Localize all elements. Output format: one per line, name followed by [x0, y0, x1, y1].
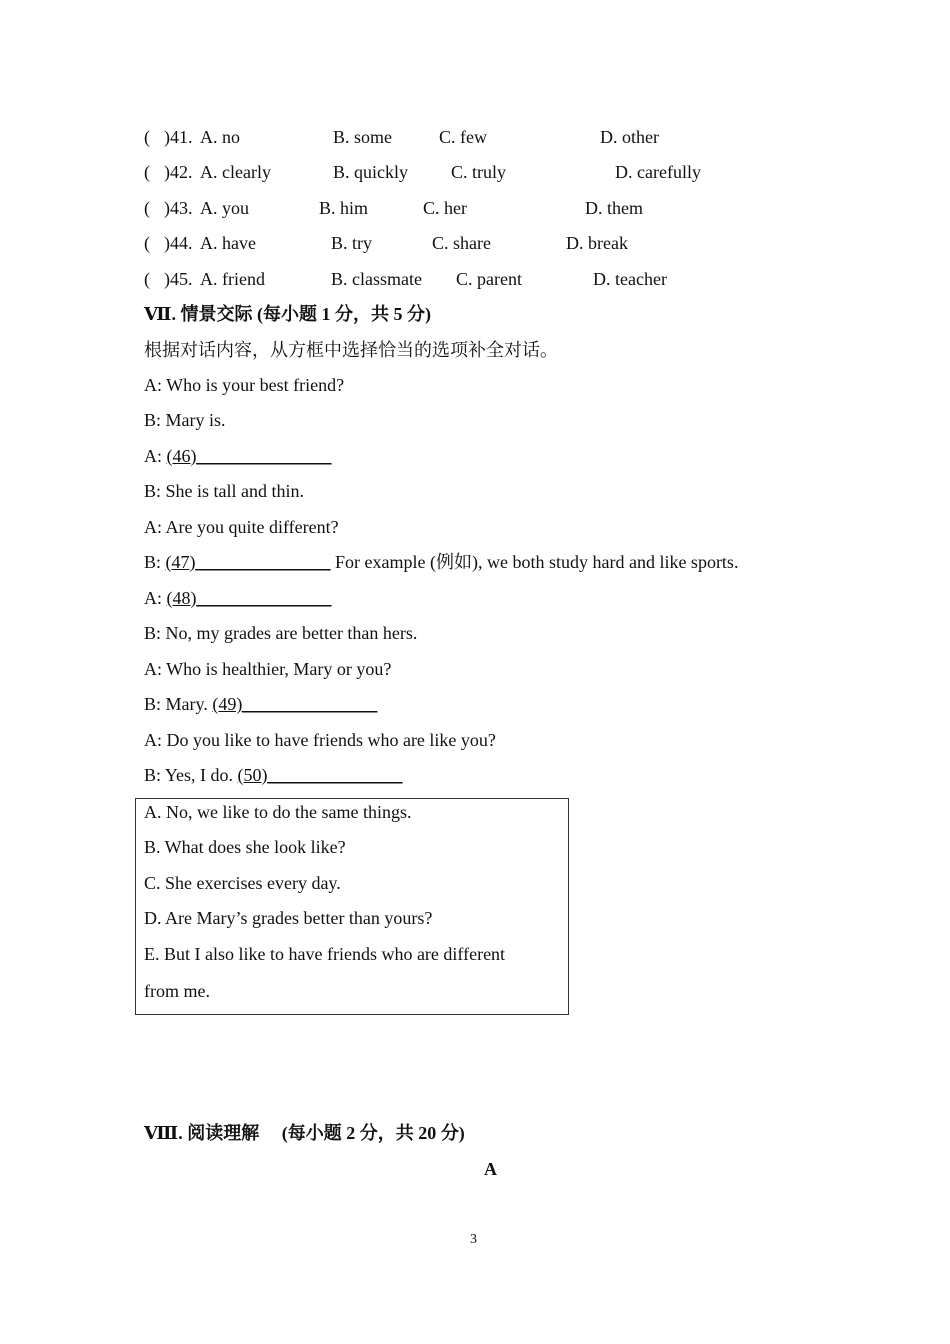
question-number: )43. [164, 198, 193, 218]
option-d-text: D. Are Mary’s grades better than yours? [144, 908, 433, 928]
option-c: C. parent [456, 269, 522, 289]
answer-paren: ( [144, 198, 150, 218]
question-number: )45. [164, 269, 193, 289]
options-box [135, 798, 569, 1015]
option-c: C. her [423, 198, 467, 218]
speaker-label: A: [144, 446, 167, 466]
question-number: )44. [164, 233, 193, 253]
option-b: B. classmate [331, 269, 422, 289]
speaker-label: B: Yes, I do. [144, 765, 238, 785]
option-b: B. try [331, 233, 373, 253]
section-7-instruction: 根据对话内容，从方框中选择恰当的选项补全对话。 [144, 340, 558, 360]
dialogue-line [144, 551, 738, 573]
blank-47: (47)_______________ [165, 552, 331, 572]
dialogue-line [144, 693, 377, 715]
page-number: 3 [470, 1232, 477, 1247]
option-d: D. carefully [615, 162, 701, 182]
dialogue-line: A: Do you like to have friends who are like you? [144, 730, 496, 750]
option-c-text: C. She exercises every day. [144, 873, 341, 893]
question-number: )41. [164, 127, 193, 147]
answer-paren: ( [144, 162, 150, 182]
dialogue-line: B: She is tall and thin. [144, 481, 304, 501]
blank-50: (50)_______________ [237, 765, 403, 785]
dialogue-line: A: Are you quite different? [144, 517, 339, 537]
option-d: D. them [585, 198, 643, 218]
option-d: D. break [566, 233, 628, 253]
option-e-text-cont: from me. [144, 981, 210, 1001]
option-a: A. no [200, 127, 240, 147]
dialogue-line: B: No, my grades are better than hers. [144, 623, 418, 643]
dialogue-line: A: Who is your best friend? [144, 375, 345, 395]
answer-paren: ( [144, 233, 150, 253]
blank-46: (46)_______________ [166, 446, 332, 466]
speaker-label: A: [144, 588, 167, 608]
option-a: A. clearly [200, 162, 271, 182]
section-7-heading: Ⅶ. 情景交际 (每小题 1 分，共 5 分) [144, 304, 431, 324]
question-number: )42. [164, 162, 193, 182]
option-a: A. you [200, 198, 249, 218]
option-a-text: A. No, we like to do the same things. [144, 802, 412, 822]
option-e-text: E. But I also like to have friends who are different [144, 944, 506, 964]
blank-48: (48)_______________ [166, 588, 332, 608]
dialogue-line: B: Mary is. [144, 410, 226, 430]
option-d: D. other [600, 127, 659, 147]
speaker-label: B: [144, 552, 166, 572]
option-b-text: B. What does she look like? [144, 837, 346, 857]
option-a: A. have [200, 233, 256, 253]
dialogue-line: A: Who is healthier, Mary or you? [144, 659, 392, 679]
blank-49: (49)_______________ [212, 694, 378, 714]
speaker-label: B: Mary. [144, 694, 213, 714]
option-c: C. share [432, 233, 491, 253]
option-b: B. quickly [333, 162, 408, 182]
option-d: D. teacher [593, 269, 667, 289]
dialogue-text: For example (例如), we both study hard and like sports. [330, 552, 739, 572]
option-c: C. truly [451, 162, 507, 182]
section-8-heading: Ⅷ. 阅读理解 (每小题 2 分，共 20 分) [144, 1123, 465, 1143]
dialogue-line [144, 445, 332, 467]
passage-label: A [484, 1159, 497, 1179]
answer-paren: ( [144, 127, 150, 147]
option-c: C. few [439, 127, 487, 147]
option-b: B. him [319, 198, 369, 218]
answer-paren: ( [144, 269, 150, 289]
option-b: B. some [333, 127, 393, 147]
dialogue-line [144, 587, 332, 609]
option-a: A. friend [200, 269, 265, 289]
dialogue-line [144, 764, 403, 786]
